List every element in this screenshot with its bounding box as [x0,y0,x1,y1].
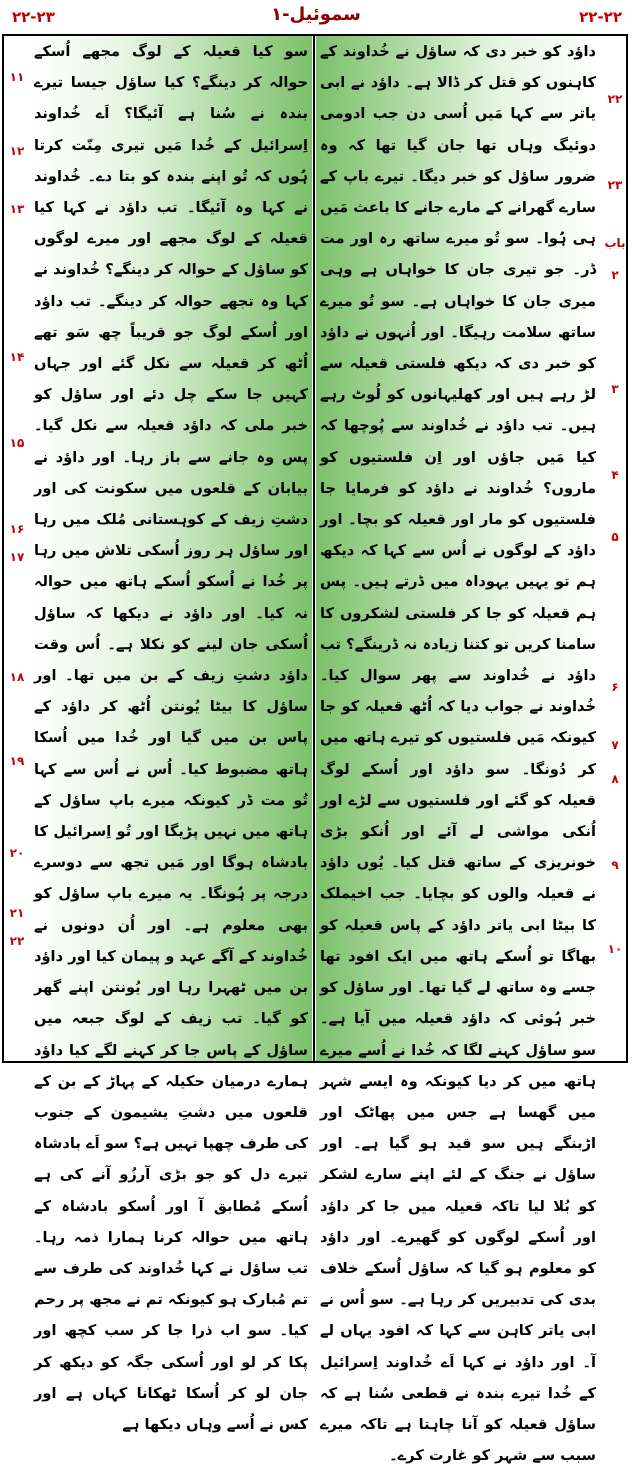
page-header [0,0,632,34]
left-column-text: سو کیا قعیلہ کے لوگ مجھے اُسکے حوالہ کر دینگے؟ کیا ساؤل جیسا تیرے بندہ نے سُنا ہے آئیگا؟ اَے خُداوند اِسرائیل کے خُدا مَیں تیری مِنّت کرتا ہُوں کہ تُو اپنے بندہ کو بتا دے۔ خُداوند نے کہا وہ آئیگا۔ تب داؤد نے کہا کیا قعیلہ کے لوگ مجھے اور میرے لوگوں کو ساؤل کے حوالہ کر دینگے؟ خُداوند نے کہا وہ تجھے حوالہ کر دینگے۔ تب داؤد اور اُسکے لوگ جو قریباً چھ سَو تھے اُٹھ کر قعیلہ سے نکل گئے اور جہاں کہیں جا سکے چل دئے اور ساؤل کو خبر ملی کہ داؤد قعیلہ سے نکل گیا۔ پس وہ جانے سے باز رہا۔ اور داؤد نے بیابان کے قلعوں میں سکونت کی اور دشتِ زیف کے کوہستانی مُلک میں رہا اور ساؤل ہر روز اُسکی تلاش میں رہا پر خُدا نے اُسکو اُسکے ہاتھ میں حوالہ نہ کیا۔ اور داؤد نے دیکھا کہ ساؤل اُسکی جان لینے کو نکلا ہے۔ اُس وقت داؤد دشتِ زیف کے بن میں تھا۔ اور ساؤل کا بیٹا یُونتن اُٹھ کر داؤد کے پاس بن میں گیا اور خُدا میں اُسکا ہاتھ مضبوط کیا۔ اُس نے اُس سے کہا تُو مت ڈر کیونکہ میرے باپ ساؤل کے ہاتھ میں نہیں پڑیگا اور تُو اِسرائیل کا بادشاہ ہوگا اور مَیں تجھ سے دوسرے درجہ پر ہُونگا۔ یہ میرے باپ ساؤل کو بھی معلوم ہے۔ اور اُن دونوں نے خُداوند کے آگے عہد و پیمان کیا اور داؤد بن میں ٹھہرا رہا اور یُونتن اپنے گھر کو گیا۔ تب زیف کے لوگ جبعہ میں ساؤل کے پاس جا کر کہنے لگے کیا داؤد ہمارے درمیان حکیلہ کے پہاڑ کے بن کے قلعوں میں دشتِ یشیمون کے جنوب کی طرف چھپا نہیں ہے؟ سو اَے بادشاہ تیرے دل کو جو بڑی آرزُو آنے کی ہے اُسکے مُطابق آ اور اُسکو بادشاہ کے ہاتھ میں حوالہ کرنا ہمارا ذمہ رہا۔ تب ساؤل نے کہا خُداوند کی طرف سے تم مُبارک ہو کیونکہ تم نے مجھ پر رحم کیا۔ سو اب ذرا جا کر سب کچھ اور پکا کر لو اور اُسکی جگہ کو دیکھ کر جان لو کر اُسکا ٹھکانا کہاں ہے اور کس نے اُسے وہاں دیکھا ہے [34,43,308,1433]
verse-number: ۱۳ [9,202,25,216]
header-right-number: ۲۲-۲۲ [579,8,622,26]
column-divider [313,36,315,1061]
chapter-marker: باب [604,236,626,250]
verse-number: ۹ [611,858,619,872]
verse-number: ۱۷ [9,550,25,564]
right-column-text: داؤد کو خبر دی کہ ساؤل نے خُداوند کے کاہنوں کو قتل کر ڈالا ہے۔ داؤد نے ابی یاتر سے کہا مَیں اُسی دن جب ادومی دوئیگ وہاں تھا جان گیا تھا کہ وہ ضرور ساؤل کو خبر دیگا۔ تیرے باپ کے سارے گھرانے کے مارے جانے کا باعث مَیں ہی ہُوا۔ سو تُو میرے ساتھ رہ اور مت ڈر۔ جو تیری جان کا خواہاں ہے وہی میری جان کا خواہاں ہے۔ سو تُو میرے ساتھ سلامت رہیگا۔ اور اُنہوں نے داؤد کو خبر دی کہ دیکھ فلستی قعیلہ سے لڑ رہے ہیں اور کھلیہانوں کو لُوٹ رہے ہیں۔ تب داؤد نے خُداوند سے پُوچھا کہ کیا مَیں جاؤں اور اِن فلستیوں کو ماروں؟ خُداوند نے داؤد کو فرمایا جا فلستیوں کو مار اور قعیلہ کو بچا۔ اور داؤد کے لوگوں نے اُس سے کہا کہ دیکھ ہم تو یہیں یہوداہ میں ڈرتے ہیں۔ پس ہم قعیلہ کو جا کر فلستی لشکروں کا سامنا کریں تو کتنا زیادہ نہ ڈرینگے؟ تب داؤد نے خُداوند سے پھر سوال کیا۔ خُداوند نے جواب دیا کہ اُٹھ قعیلہ کو جا کیونکہ مَیں فلستیوں کو تیرے ہاتھ میں کر دُونگا۔ سو داؤد اور اُسکے لوگ قعیلہ کو گئے اور فلستیوں سے لڑے اور اُنکی مواشی لے آئے اور اُنکو بڑی خونریزی کے ساتھ قتل کیا۔ یُوں داؤد نے قعیلہ والوں کو بچایا۔ جب اخیملک کا بیٹا ابی یاتر داؤد کے پاس قعیلہ کو بھاگا تو اُسکے ہاتھ میں ایک افود تھا جسے وہ ساتھ لے گیا تھا۔ اور ساؤل کو خبر ہُوئی کہ داؤد قعیلہ میں آیا ہے۔ سو ساؤل کہنے لگا کہ خُدا نے اُسے میرے ہاتھ میں کر دیا کیونکہ وہ ایسے شہر میں گھسا ہے جس میں پھاٹک اور اڑبنگے ہیں سو قید ہو گیا ہے۔ اور ساؤل نے جنگ کے لئے اپنے سارے لشکر کو بُلا لیا تاکہ قعیلہ میں جا کر داؤد اور اُسکے لوگوں کو گھیرے۔ اور داؤد کو معلوم ہو گیا کہ ساؤل اُسکے خلاف بدی کی تدبیریں کر رہا ہے۔ سو اُس نے ابی یاتر کاہن سے کہا کہ افود یہاں لے آ۔ اور داؤد نے کہا اَے خُداوند اِسرائیل کے خُدا تیرے بندہ نے قطعی سُنا ہے کہ ساؤل قعیلہ کو آنا چاہتا ہے تاکہ میرے سبب سے شہر کو غارت کرے۔ [320,43,596,1465]
verse-number: ۲۲ [9,934,25,948]
right-text-column [316,36,600,1465]
verse-number: ۲۱ [9,906,25,920]
verse-number: ۵ [611,530,619,544]
verse-number: ۱۵ [9,436,25,450]
verse-number: ۲ [611,268,619,282]
verse-number: ۱۸ [9,670,25,684]
verse-number: ۱۲ [9,144,25,158]
verse-number: ۲۳ [607,178,623,192]
left-text-column [30,36,312,1433]
right-verse-gutter [602,36,628,1061]
verse-number: ۱۶ [9,522,25,536]
verse-number: ۲۲ [607,92,623,106]
verse-number: ۷ [611,738,619,752]
book-title: ۱-سموئیل [271,4,361,25]
verse-number: ۲۰ [9,846,25,860]
verse-number: ۱۰ [607,942,623,956]
verse-number: ۱۱ [9,70,25,84]
verse-number: ۴ [611,468,619,482]
verse-number: ۱۴ [9,350,25,364]
verse-number: ۳ [611,382,619,396]
verse-number: ۱۹ [9,754,25,768]
verse-number: ۶ [611,680,619,694]
header-left-number: ۲۲-۲۳ [12,8,55,26]
verse-number: ۸ [611,772,619,786]
left-verse-gutter [4,36,30,1061]
